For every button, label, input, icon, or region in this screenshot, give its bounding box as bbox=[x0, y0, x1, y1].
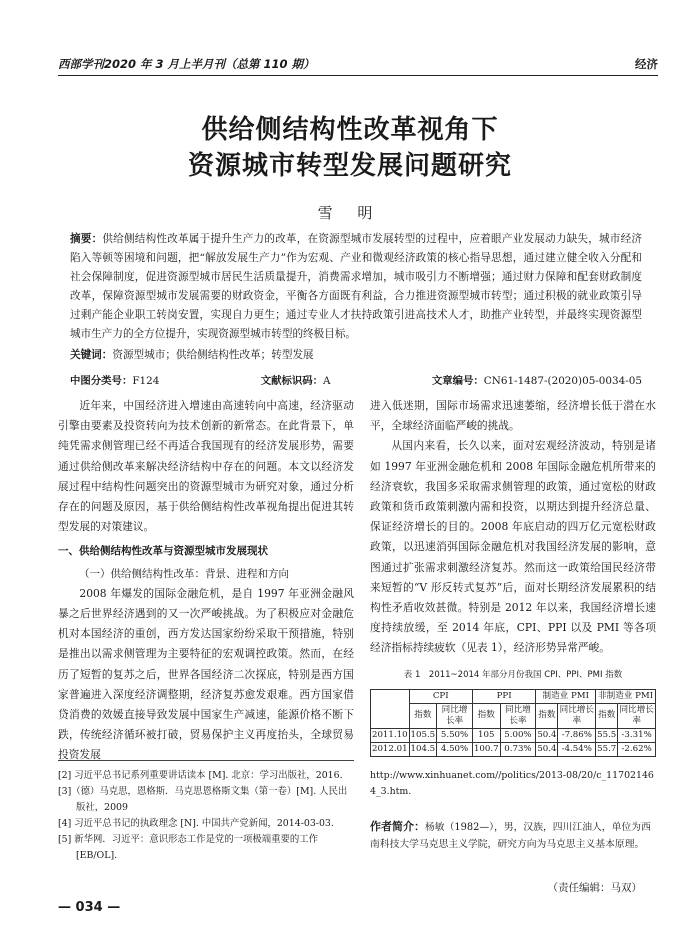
page-number: — 034 — bbox=[58, 900, 121, 915]
body-left-column bbox=[58, 396, 354, 766]
body-paragraph: 从国内来看，长久以来，面对宏观经济波动，特别是诸如 1997 年亚洲金融危机和 2008 年国际金融危机所带来的经济衰软，我国多采取需求侧管理的政策，通过宽松的财政政策和货币政策刺激内需和投资，以期达到提升经济总量、保证经济增长的目的。2008 年底启动的四万亿元宽松财政政策，以迅速消弭国际金融危机对我国经济发展的影响，意图通过扩张需求刺激经济复苏。然而这一政策给国民经济带来短暂的“V 形反转式复苏”后，面对长期经济发展累积的结构性矛盾收效甚微。特别是 2012 年以来，我国经济增长速度持续放缓，至 2014 年底，CPI、PPI 以及 PMI 等各项经济指标持续疲软（见表 1），经济形势异常严峻。 bbox=[370, 439, 656, 655]
table-row bbox=[371, 742, 656, 756]
journal-name: 西部学刊2020 年 3 月上半月刊（总第 110 期） bbox=[58, 57, 315, 71]
table-cell: 55.5 bbox=[596, 728, 618, 742]
table-group-header: PPI bbox=[472, 689, 535, 703]
table-subheader: 指数 bbox=[596, 703, 618, 728]
table-subheader: 同比增长率 bbox=[558, 703, 596, 728]
document-code: 文献标识码：A bbox=[260, 375, 331, 387]
keywords-text: 资源型城市；供给侧结构性改革；转型发展 bbox=[112, 349, 314, 361]
table-cell: 0.73% bbox=[500, 742, 536, 756]
table-cell: -3.31% bbox=[618, 728, 656, 742]
author-bio-text: 杨敏（1982—），男，汉族，四川江油人，单位为西南科技大学马克思主义学院，研究方向为马克思主义基本原理。 bbox=[370, 822, 651, 850]
editor-credit: （责任编辑：马双） bbox=[547, 882, 642, 894]
section-name: 经济 bbox=[635, 57, 658, 71]
abstract-text: 供给侧结构性改革属于提升生产力的改革，在资源型城市发展转型的过程中，应着眼产业发展动力缺失，城市经济陷入等顿等困境和问题，把“解放发展生产力”作为宏观、产业和微观经济政策的核心指导思想，通过建立健全收入分配和社会保障制度，促进资源型城市居民生活质量提升，消费需求增加，城市吸引力不断增强；通过财力保障和配套财政制度改革，保障资源型城市发展需要的财政资金，平衡各方面既有利益，合力推进资源型城市转型；通过积极的就业政策引导过剩产能企业职工转岗安置，实现自力更生；通过专业人才扶持政策引进高技术人才，助推产业转型，并最终实现资源型城市生产力的全方位提升，实现资源型城市转型的终极目标。 bbox=[70, 233, 642, 340]
classification-row bbox=[70, 372, 642, 387]
table-row bbox=[371, 728, 656, 742]
table-group-header: 非制造业 PMI bbox=[596, 689, 656, 703]
table-subheader: 同比增长率 bbox=[618, 703, 656, 728]
table-cell: -7.86% bbox=[558, 728, 596, 742]
abstract bbox=[70, 230, 642, 365]
table-group-header: CPI bbox=[409, 689, 472, 703]
table-cell: 105 bbox=[472, 728, 500, 742]
table-subheader: 同比增长率 bbox=[500, 703, 536, 728]
reference-item: [5] 新华网．习近平：意识形态工作是党的一项极端重要的工作 [EB/OL]. bbox=[58, 834, 319, 861]
table-subheader: 指数 bbox=[536, 703, 558, 728]
table-subheader: 指数 bbox=[409, 703, 437, 728]
body-paragraph: 2008 年爆发的国际金融危机，是自 1997 年亚洲金融风暴之后世界经济遇到的又一次严峻挑战。为了积极应对金融危机对本国经济的重创，西方发达国家纷纷采取干预措施，特别是推出以需求侧管理为主要特征的宏观调控政策。然而，在经历了短暂的复苏之后，世界各国经济二次探底，特别是西方国家普遍进入深度经济调整期，经济复苏愈发艰难。西方国家借贷消费的效媛直接导致发展中国家生产减速，能源价格不断下跌，传统经济循环被打破，贸易保护主义再度抬头，全球贸易投资发展 bbox=[58, 586, 354, 762]
table-cell: 55.7 bbox=[596, 742, 618, 756]
reference-item: [2] 习近平总书记系列重要讲话读本 [M]. 北京：学习出版社，2016. bbox=[58, 770, 343, 781]
table-cell: -4.54% bbox=[558, 742, 596, 756]
table-cell-date: 2012.01 bbox=[371, 742, 410, 756]
reference-item: [3]（德）马克思，恩格斯．马克思恩格斯文集（第一卷）[M]. 人民出版社，2009 bbox=[58, 786, 348, 813]
clc-number: 中图分类号：F124 bbox=[70, 375, 160, 387]
reference-list bbox=[58, 768, 354, 864]
keywords-label: 关键词： bbox=[70, 349, 113, 361]
subsection-heading-1: （一）供给侧结构性改革：背景、进程和方向 bbox=[79, 567, 289, 580]
economic-index-table bbox=[370, 689, 656, 757]
intro-paragraph: 近年来，中国经济进入增速由高速转向中高速，经济驱动引擎由要素及投资转向为技术创新的新常态。在此背景下，单纯凭需求侧管理已经不再适合我国现有的经济发展形势，需要通过供给侧改革来解决经济结构中存在的问题。本文以经济发展过程中结构性问题突出的资源型城市为研究对象，通过分析存在的问题及原因，基于供给侧结构性改革视角提出促进其转型发展的对策建议。 bbox=[58, 399, 354, 534]
title-line-1: 供给侧结构性改革视角下 bbox=[201, 115, 499, 145]
table-cell: 5.00% bbox=[500, 728, 536, 742]
table-cell: 105.5 bbox=[409, 728, 437, 742]
table-cell: 104.5 bbox=[409, 742, 437, 756]
body-paragraph: 进入低迷期，国际市场需求迅速萎缩，经济增长低于潜在水平，全球经济面临严峻的挑战。 bbox=[370, 399, 656, 433]
table-subheader: 同比增长率 bbox=[437, 703, 473, 728]
section-heading-1: 一、供给侧结构性改革与资源型城市发展现状 bbox=[58, 545, 268, 558]
reference-url: http://www.xinhuanet.com//politics/2013-08/20/c_117021464_3.htm. bbox=[370, 770, 654, 797]
table-group-header: 制造业 PMI bbox=[536, 689, 596, 703]
body-right-column bbox=[370, 396, 656, 757]
table-corner bbox=[371, 689, 410, 728]
author-bio-label: 作者简介： bbox=[370, 820, 425, 833]
table-cell: 50.4 bbox=[536, 742, 558, 756]
table-subheader: 指数 bbox=[472, 703, 500, 728]
author-name: 雪 明 bbox=[317, 204, 383, 222]
reference-item: [4] 习近平总书记的执政理念 [N]. 中国共产党新闻，2014-03-03. bbox=[58, 818, 334, 829]
footnote-divider bbox=[58, 760, 354, 761]
table-caption: 表 1 2011~2014 年部分月份我国 CPI、PPI、PMI 指数 bbox=[403, 669, 623, 680]
table-cell: 50.4 bbox=[536, 728, 558, 742]
table-cell: -2.62% bbox=[618, 742, 656, 756]
article-number: 文章编号：CN61-1487-(2020)05-0034-05 bbox=[431, 375, 642, 387]
table-cell: 100.7 bbox=[472, 742, 500, 756]
article-title bbox=[0, 112, 700, 184]
table-cell: 4.50% bbox=[437, 742, 473, 756]
running-header bbox=[58, 50, 658, 76]
abstract-label: 摘要： bbox=[70, 233, 103, 245]
keywords bbox=[70, 346, 642, 365]
table-cell: 5.50% bbox=[437, 728, 473, 742]
author-bio bbox=[370, 818, 656, 853]
table-cell-date: 2011.10 bbox=[371, 728, 410, 742]
title-line-2: 资源城市转型发展问题研究 bbox=[187, 151, 512, 181]
